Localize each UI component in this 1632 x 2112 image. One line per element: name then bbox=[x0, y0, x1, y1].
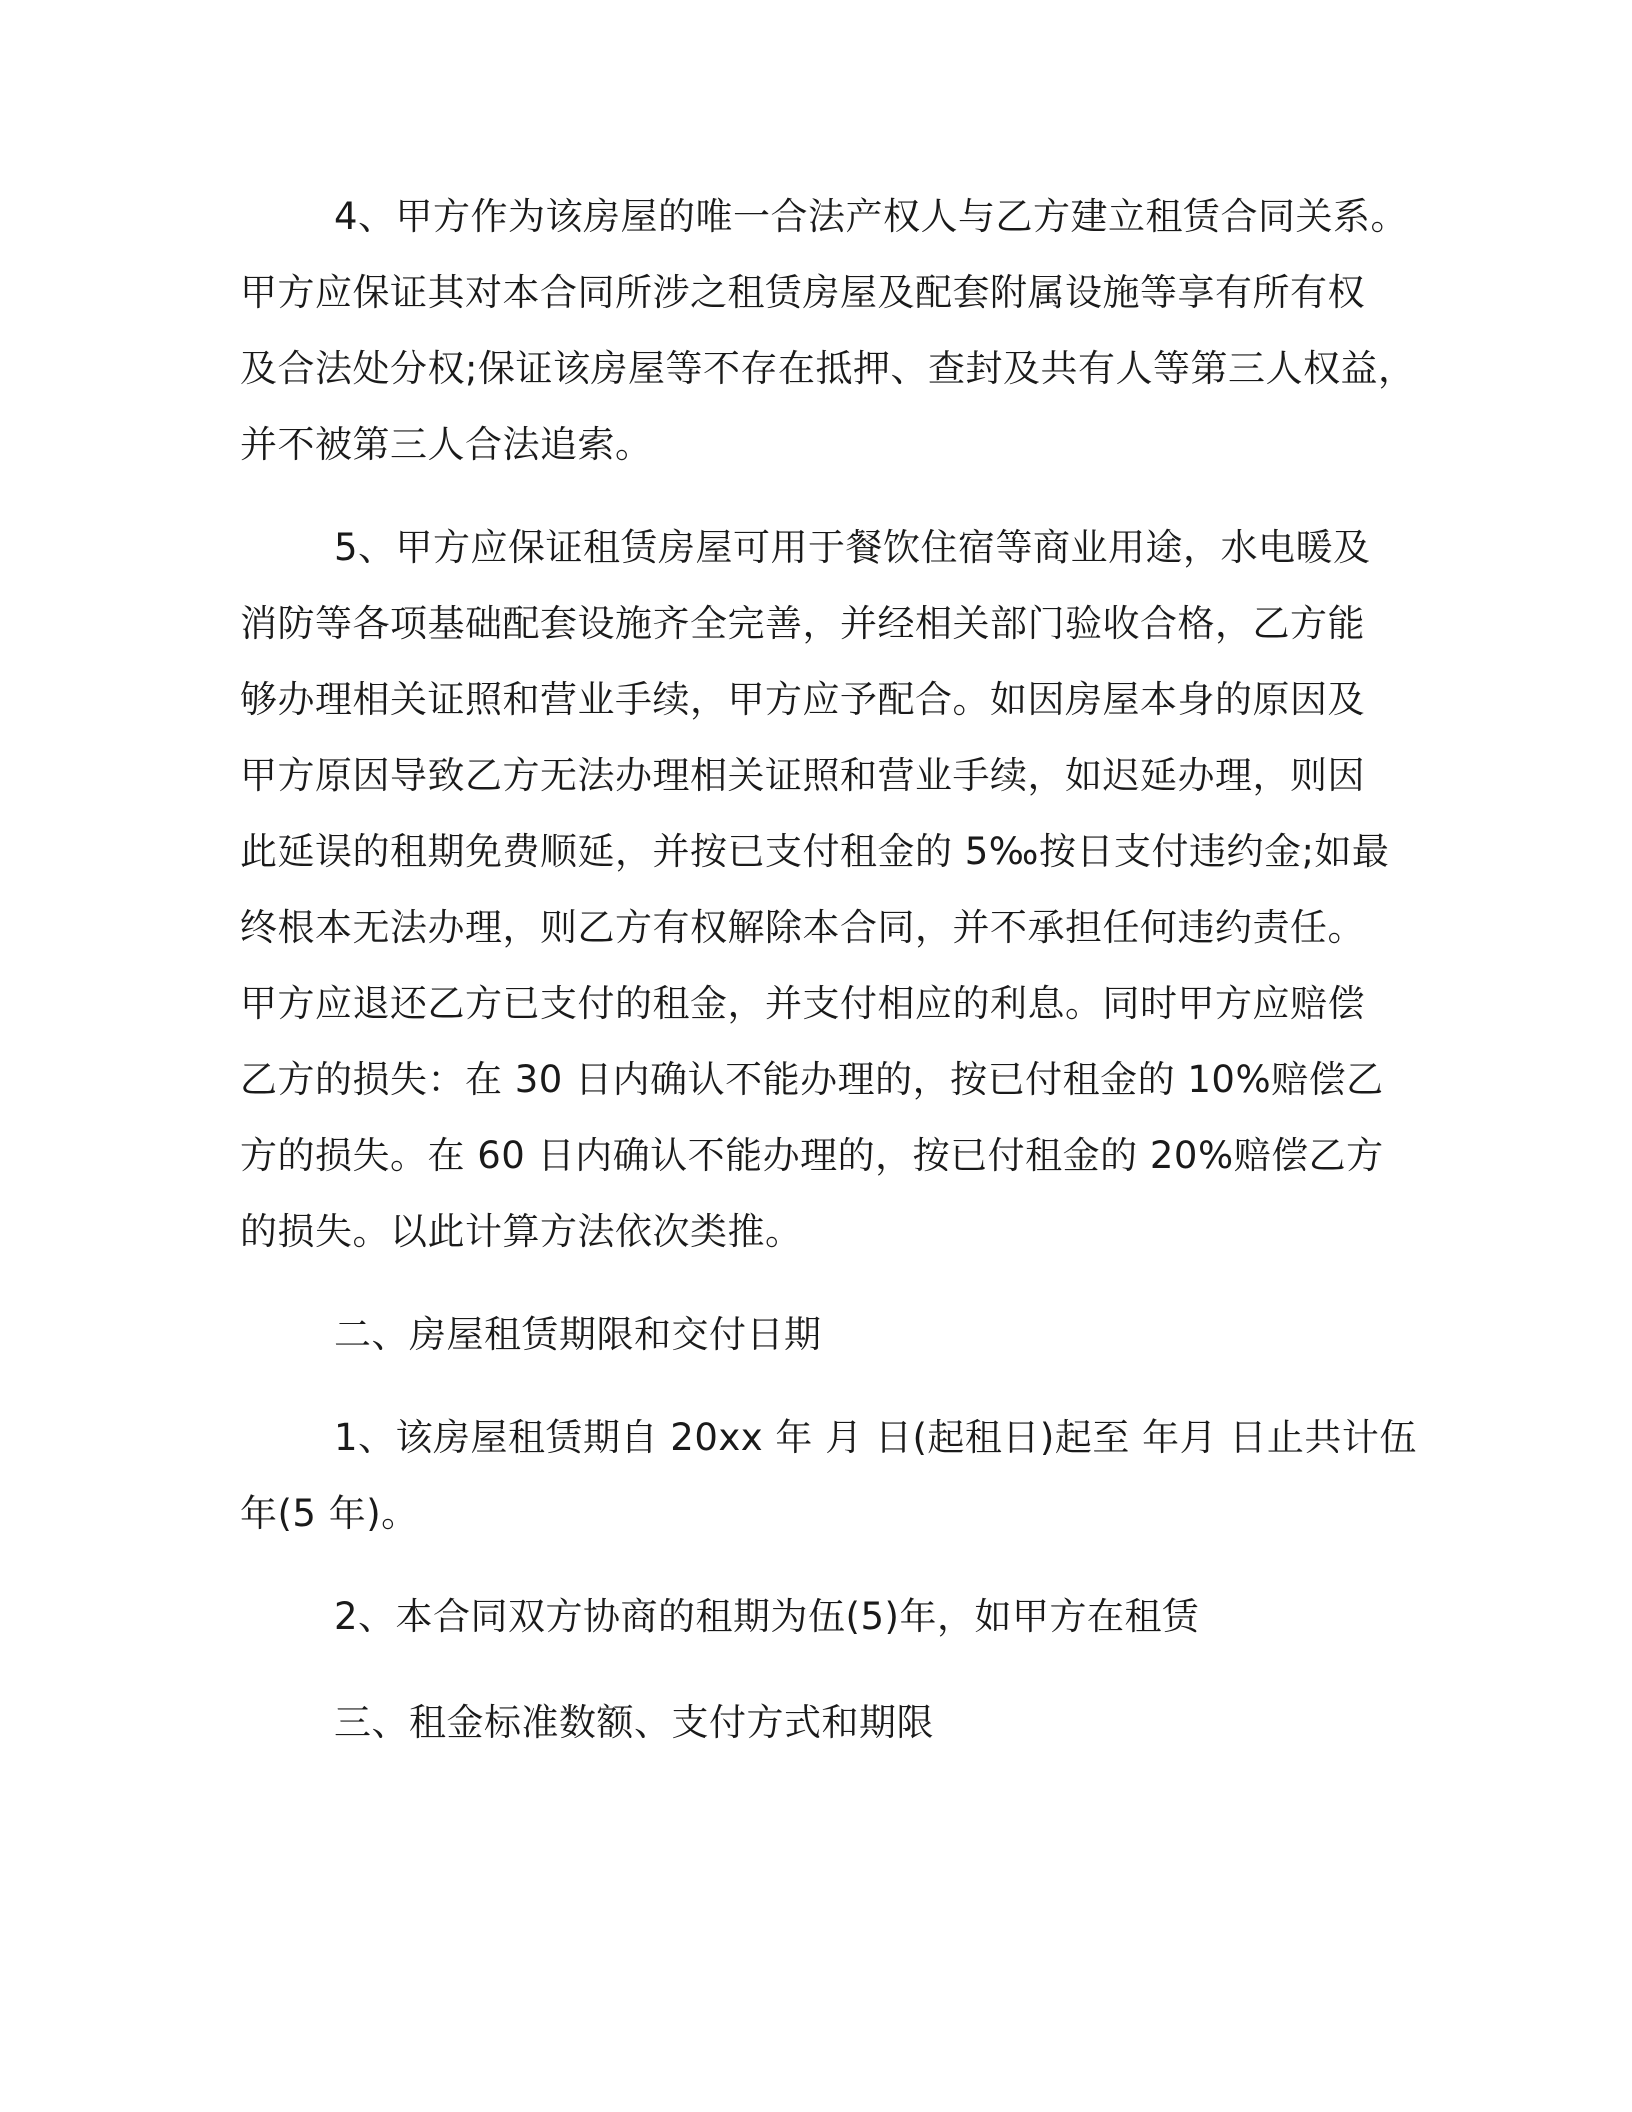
clause-4-line-1: 4、甲方作为该房屋的唯一合法产权人与乙方建立租赁合同关系。 bbox=[334, 195, 1409, 238]
section-2-clause-1-line-1: 1、该房屋租赁期自 20xx 年 月 日(起租日)起至 年月 日止共计伍 bbox=[334, 1416, 1417, 1459]
clause-4-line-3: 及合法处分权;保证该房屋等不存在抵押、查封及共有人等第三人权益， bbox=[240, 347, 1416, 390]
clause-5-line-7: 甲方应退还乙方已支付的租金，并支付相应的利息。同时甲方应赔偿 bbox=[240, 982, 1365, 1025]
clause-5-line-2: 消防等各项基础配套设施齐全完善，并经相关部门验收合格，乙方能 bbox=[240, 602, 1365, 645]
section-2-heading: 二、房屋租赁期限和交付日期 bbox=[334, 1313, 822, 1356]
clause-5-line-8: 乙方的损失：在 30 日内确认不能办理的，按已付租金的 10%赔偿乙 bbox=[240, 1058, 1384, 1101]
clause-5-line-3: 够办理相关证照和营业手续，甲方应予配合。如因房屋本身的原因及 bbox=[240, 678, 1365, 721]
clause-5-line-10: 的损失。以此计算方法依次类推。 bbox=[240, 1210, 803, 1253]
clause-5-line-5: 此延误的租期免费顺延，并按已支付租金的 5‰按日支付违约金;如最 bbox=[240, 830, 1390, 873]
clause-5-line-1: 5、甲方应保证租赁房屋可用于餐饮住宿等商业用途，水电暖及 bbox=[334, 526, 1371, 569]
clause-5-line-6: 终根本无法办理，则乙方有权解除本合同，并不承担任何违约责任。 bbox=[240, 906, 1365, 949]
clause-5-line-9: 方的损失。在 60 日内确认不能办理的，按已付租金的 20%赔偿乙方 bbox=[240, 1134, 1384, 1177]
section-2-clause-2-line-1: 2、本合同双方协商的租期为伍(5)年，如甲方在租赁 bbox=[334, 1595, 1200, 1638]
clause-4-line-4: 并不被第三人合法追索。 bbox=[240, 423, 653, 466]
clause-4-line-2: 甲方应保证其对本合同所涉之租赁房屋及配套附属设施等享有所有权 bbox=[240, 271, 1365, 314]
clause-5-line-4: 甲方原因导致乙方无法办理相关证照和营业手续，如迟延办理，则因 bbox=[240, 754, 1365, 797]
section-2-clause-1-line-2: 年(5 年)。 bbox=[240, 1492, 419, 1535]
section-3-heading: 三、租金标准数额、支付方式和期限 bbox=[334, 1701, 934, 1744]
